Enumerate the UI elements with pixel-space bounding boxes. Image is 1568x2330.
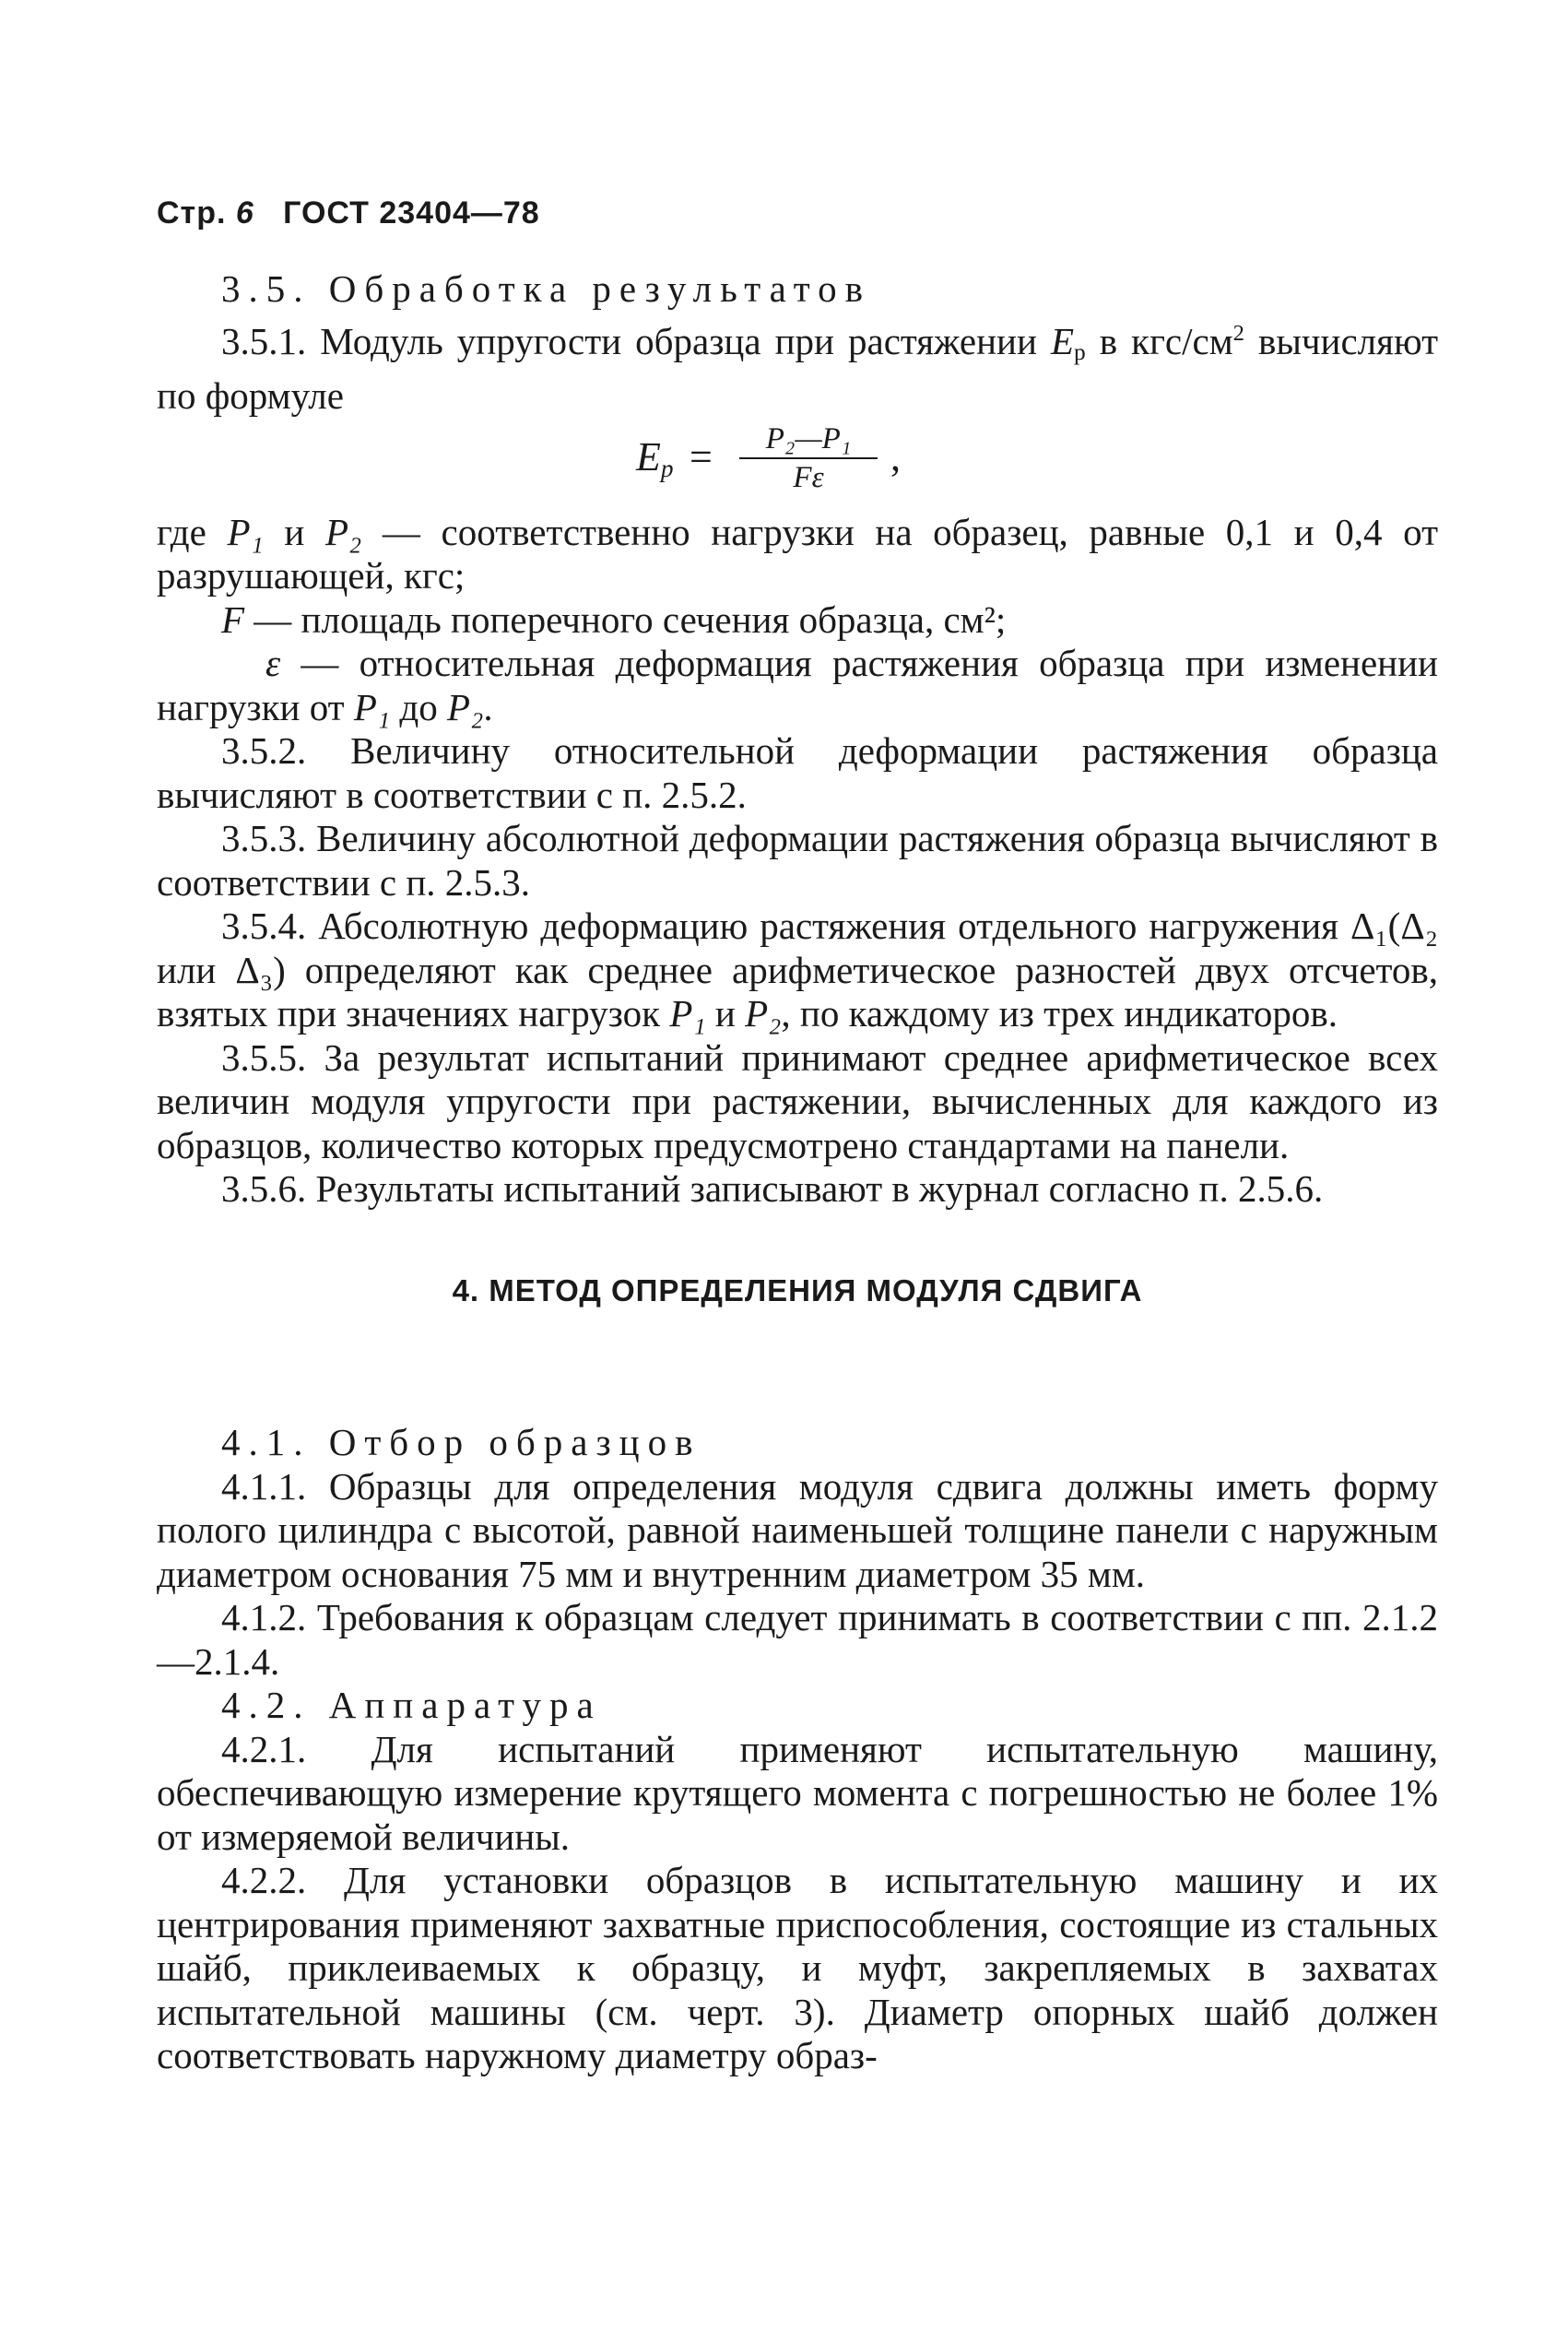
p351-sub: р — [1074, 338, 1086, 365]
p351-mid: в кгс/см — [1085, 319, 1233, 362]
p354-p2: P₂ — [745, 992, 782, 1035]
formula-lhs-var: E — [636, 433, 661, 479]
paragraph-4-2-2: 4.2.2. Для установки образцов в испытательную машину и их центрирования применяют захватные приспособления, состоящие из стальных шайб, приклеиваемых к образцу, и муфт, закрепляемых в захватах испытательной машины (см. черт. 3). Диаметр опорных шайб должен соответствовать наружному диаметру образ- — [157, 1859, 1438, 2077]
formula-modulus — [157, 419, 1438, 511]
where-p1: P₁ — [227, 510, 264, 553]
formula-equals: = — [690, 433, 713, 479]
def-strain-p1: P₁ — [353, 685, 391, 728]
def-strain-text-b: до — [390, 685, 448, 728]
where-clause — [157, 511, 1438, 598]
section-4-2-title: 4.2. Аппаратура — [221, 1684, 602, 1727]
paragraph-3-5-3: 3.5.3. Величину абсолютной деформации растяжения образца вычисляют в соответствии с п. 2.5.3. — [157, 817, 1438, 904]
formula-comma: , — [890, 433, 901, 479]
where-start: где — [157, 510, 228, 553]
def-strain-p2: P₂ — [447, 685, 484, 728]
p351-start: 3.5.1. Модуль упругости образца при растяжении — [221, 319, 1051, 362]
def-strain-text-a: — относительная деформация растяжения образца при изменении нагрузки от — [157, 642, 1438, 728]
document-body — [157, 267, 1438, 2078]
def-area — [157, 598, 1438, 643]
page-prefix: Стр. — [157, 195, 227, 231]
def-area-var: F — [221, 597, 245, 641]
paragraph-3-5-1 — [157, 312, 1438, 419]
formula-numerator: P₂—P₁ — [739, 420, 878, 459]
paragraph-4-1-2: 4.1.2. Требования к образцам следует принимать в соответствии с пп. 2.1.2—2.1.4. — [157, 1596, 1438, 1683]
p354-b: , по каждому из трех индикаторов. — [781, 992, 1338, 1035]
def-strain — [157, 642, 1438, 729]
formula-lhs-sub: р — [660, 454, 674, 482]
formula-lhs — [636, 435, 674, 491]
def-strain-var: ε — [265, 642, 281, 685]
section-4-1-title: 4.1. Отбор образцов — [221, 1421, 701, 1464]
p351-var: E — [1050, 319, 1075, 362]
def-strain-text-c: . — [483, 685, 493, 728]
p351-end: вычисляют по формуле — [157, 319, 1438, 418]
p351-sup: 2 — [1232, 320, 1244, 346]
p354-a: 3.5.4. Абсолютную деформацию растяжения отдельного нагружения Δ₁(Δ₂ или Δ₃) определяют как среднее арифметическое разностей двух отсчетов, взятых при значениях нагрузок — [157, 905, 1438, 1035]
where-end: — соответственно нагрузки на образец, равные 0,1 и 0,4 от разрушающей, кгс; — [157, 510, 1438, 597]
paragraph-4-2-1: 4.2.1. Для испытаний применяют испытательную машину, обеспечивающую измерение крутящего момента с погрешностью не более 1% от измеряемой величины. — [157, 1727, 1438, 1858]
page-number: 6 — [235, 195, 254, 231]
p354-p1: P₁ — [669, 992, 706, 1035]
paragraph-3-5-6: 3.5.6. Результаты испытаний записывают в журнал согласно п. 2.5.6. — [221, 1167, 1324, 1211]
paragraph-3-5-4 — [157, 905, 1438, 1036]
paragraph-4-1-1: 4.1.1. Образцы для определения модуля сдвига должны иметь форму полого цилиндра с высотой, равной наименьшей толщине панели с наружным диаметром основания 75 мм и внутренним диаметром 35 мм. — [157, 1464, 1438, 1595]
formula-denominator: Fε — [793, 460, 824, 494]
where-p2: P₂ — [324, 510, 362, 553]
where-and: и — [263, 510, 325, 553]
page-header — [157, 195, 540, 231]
paragraph-3-5-5: 3.5.5. За результат испытаний принимают среднее арифметическое всех величин модуля упругости при растяжении, вычисленных для каждого из образцов, количество которых предусмотрено стандартами на панели. — [157, 1035, 1438, 1166]
p354-and: и — [705, 992, 746, 1035]
formula-fraction — [739, 420, 878, 496]
def-area-text: — площадь поперечного сечения образца, см²; — [244, 597, 1007, 641]
standard-code: ГОСТ 23404—78 — [283, 195, 540, 231]
paragraph-3-5-2: 3.5.2. Величину относительной деформации растяжения образца вычисляют в соответствии с п. 2.5.2. — [157, 729, 1438, 816]
section-4-heading: 4. МЕТОД ОПРЕДЕЛЕНИЯ МОДУЛЯ СДВИГА — [452, 1272, 1143, 1307]
section-3-5-title: 3.5. Обработка результатов — [221, 267, 872, 310]
